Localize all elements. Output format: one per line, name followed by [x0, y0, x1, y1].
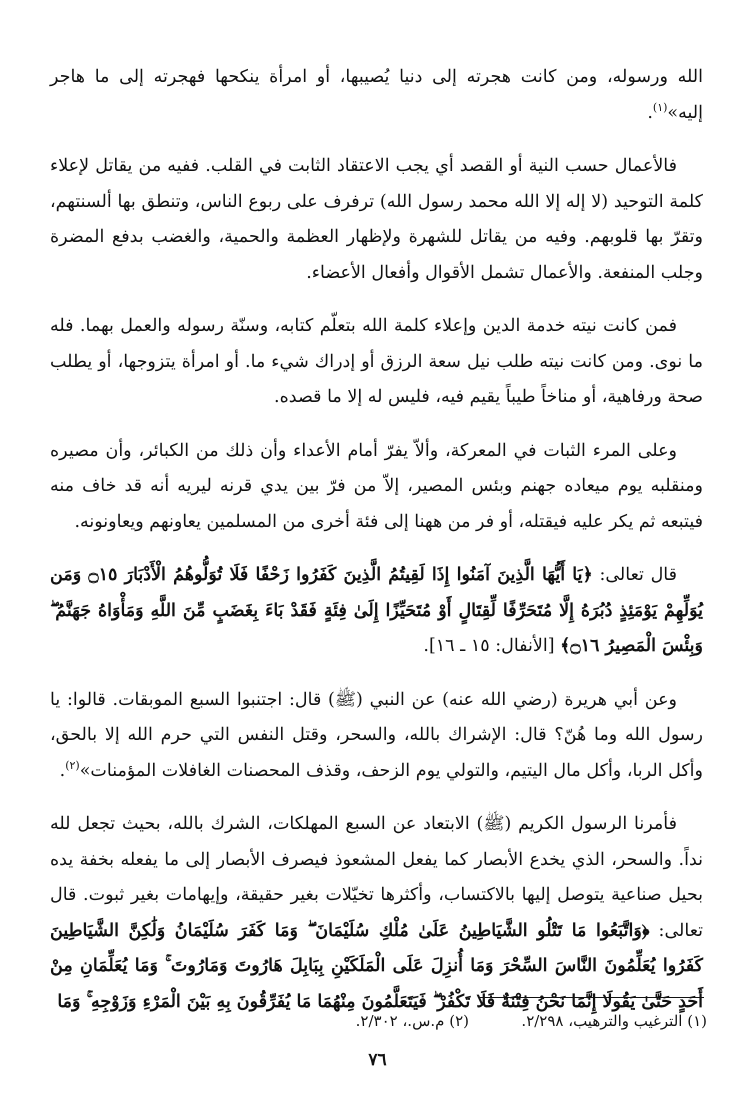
paragraph-intentions: فالأعمال حسب النية أو القصد أي يجب الاعتقاد الثابت في القلب. ففيه من يقاتل لإعلاء كلمة التوحيد (لا إله إلا الله محمد رسول الله) ترفرف على ربوع الناس، وتنطق بها ألسنتهم، وتقرّ بها قلوبهم. وفيه من يقاتل للشهرة ولإظهار العظمة والحمية، والغضب بدفع المضرة وجلب المنفعة. والأعمال تشمل الأقوال وأفعال الأعضاء. [50, 156, 703, 283]
paragraph-seven-sins-hadith: وعن أبي هريرة (رضي الله عنه) عن النبي (ﷺ) قال: اجتنبوا السبع الموبقات. قالوا: يا رسول الله وما هُنّ؟ قال: الإشراك بالله، والسحر، وقتل النفس التي حرم الله إلا بالحق، وأكل الربا، وأكل مال اليتيم، والتولي يوم الزحف، وقذف المحصنات الغافلات المؤمنات»$^{(٢)}$. [50, 689, 703, 781]
page-number: ٧٦ [368, 1050, 387, 1070]
footnote-2-text: م.س.، ٢/٣٠٢. [355, 1012, 445, 1030]
paragraph-steadfastness: وعلى المرء الثبات في المعركة، وألاّ يفرّ أمام الأعداء وأن ذلك من الكبائر، وأن مصيره ومنقلبه يوم ميعاده جهنم وبئس المصير، إلاّ من فرّ بين يدي قرنه ليريه أنه قد خاف منه فيتبعه ثم يكر عليه فيقتله، أو فر من ههنا إلى فئة أخرى من المسلمين يعاونهم ويعاونونه. [50, 440, 703, 532]
footnote-separator [478, 997, 704, 998]
paragraph-quran-anfal: قال تعالى: ﴿يَا أَيُّهَا الَّذِينَ آمَنُوا إِذَا لَقِيتُمُ الَّذِينَ كَفَرُوا زَحْفًا فَلَا تُوَلُّوهُمُ الْأَدْبَارَ ۝١٥ وَمَن يُوَلِّهِمْ يَوْمَئِذٍ دُبُرَهُ إِلَّا مُتَحَرِّفًا لِّقِتَالٍ أَوْ مُتَحَيِّزًا إِلَىٰ فِئَةٍ فَقَدْ بَاءَ بِغَضَبٍ مِّنَ اللَّهِ وَمَأْوَاهُ جَهَنَّمُ ۖ وَبِئْسَ الْمَصِيرُ ۝١٦﴾ [الأنفال: ١٥ ـ ١٦]. [50, 565, 703, 656]
paragraph-hadith-continuation: الله ورسوله، ومن كانت هجرته إلى دنيا يُصيبها، أو امرأة ينكحها فهجرته إلى ما هاجر إليه»$^{(١)}$. [50, 67, 703, 123]
quran-verse-anfal: ﴿يَا أَيُّهَا الَّذِينَ آمَنُوا إِذَا لَقِيتُمُ الَّذِينَ كَفَرُوا زَحْفًا فَلَا تُوَلُّوهُمُ الْأَدْبَارَ ۝١٥ وَمَن يُوَلِّهِمْ يَوْمَئِذٍ دُبُرَهُ إِلَّا مُتَحَرِّفًا لِّقِتَالٍ أَوْ مُتَحَيِّزًا إِلَىٰ فِئَةٍ فَقَدْ بَاءَ بِغَضَبٍ مِّنَ اللَّهِ وَمَأْوَاهُ جَهَنَّمُ ۖ وَبِئْسَ الْمَصِيرُ ۝١٦﴾ [50, 565, 703, 656]
footnote-1-number: (١) [687, 1012, 707, 1030]
footnote-2 [356, 1010, 469, 1032]
paragraph-sorcery: فأمرنا الرسول الكريم (ﷺ) الابتعاد عن السبع المهلكات، الشرك بالله، بحيث تجعل لله نداً. والسحر، الذي يخدع الأبصار كما يفعل المشعوذ فيصرف الأبصار إلى ما يفعله بخفة يده بحيل صناعية يتوصل إليها بالاكتساب، وأكثرها تخيّلات بغير حقيقة، وإيهامات بغير ثبوت. قال تعالى: ﴿وَاتَّبَعُوا مَا تَتْلُو الشَّيَاطِينُ عَلَىٰ مُلْكِ سُلَيْمَانَ ۖ وَمَا كَفَرَ سُلَيْمَانُ وَلَٰكِنَّ الشَّيَاطِينَ كَفَرُوا يُعَلِّمُونَ النَّاسَ السِّحْرَ وَمَا أُنزِلَ عَلَى الْمَلَكَيْنِ بِبَابِلَ هَارُوتَ وَمَارُوتَ ۚ وَمَا يُعَلِّمَانِ مِنْ أَحَدٍ حَتَّىٰ يَقُولَا إِنَّمَا نَحْنُ فِتْنَةٌ فَلَا تَكْفُرْ ۖ فَيَتَعَلَّمُونَ مِنْهُمَا مَا يُفَرِّقُونَ بِهِ بَيْنَ الْمَرْءِ وَزَوْجِهِ ۚ وَمَا [50, 814, 704, 1012]
footnote-1 [521, 1010, 707, 1032]
quran-verse-baqarah: ﴿وَاتَّبَعُوا مَا تَتْلُو الشَّيَاطِينُ عَلَىٰ مُلْكِ سُلَيْمَانَ ۖ وَمَا كَفَرَ سُلَيْمَانُ وَلَٰكِنَّ الشَّيَاطِينَ كَفَرُوا يُعَلِّمُونَ النَّاسَ السِّحْرَ وَمَا أُنزِلَ عَلَى الْمَلَكَيْنِ بِبَابِلَ هَارُوتَ وَمَارُوتَ ۚ وَمَا يُعَلِّمَانِ مِنْ أَحَدٍ حَتَّىٰ يَقُولَا إِنَّمَا نَحْنُ فِتْنَةٌ فَلَا تَكْفُرْ ۖ فَيَتَعَلَّمُونَ مِنْهُمَا مَا يُفَرِّقُونَ بِهِ بَيْنَ الْمَرْءِ وَزَوْجِهِ ۚ وَمَا [50, 920, 703, 1012]
footnote-2-number: (٢) [449, 1012, 469, 1030]
paragraph-reward-by-intention: فمن كانت نيته خدمة الدين وإعلاء كلمة الله بتعلّم كتابه، وسنّة رسوله والعمل بهما. فله ما نوى. ومن كانت نيته طلب نيل سعة الرزق أو إدراك شيء ما. أو امرأة يتزوجها، أو يطلب صحة ورفاهية، أو مناخاً طيباً يقيم فيه، فليس له إلا ما قصده. [50, 316, 703, 407]
footnote-ref-1: (١) [652, 100, 668, 114]
footnote-1-text: الترغيب والترهيب، ٢/٢٩٨. [521, 1012, 683, 1030]
footnote-ref-2: (٢) [65, 758, 80, 772]
